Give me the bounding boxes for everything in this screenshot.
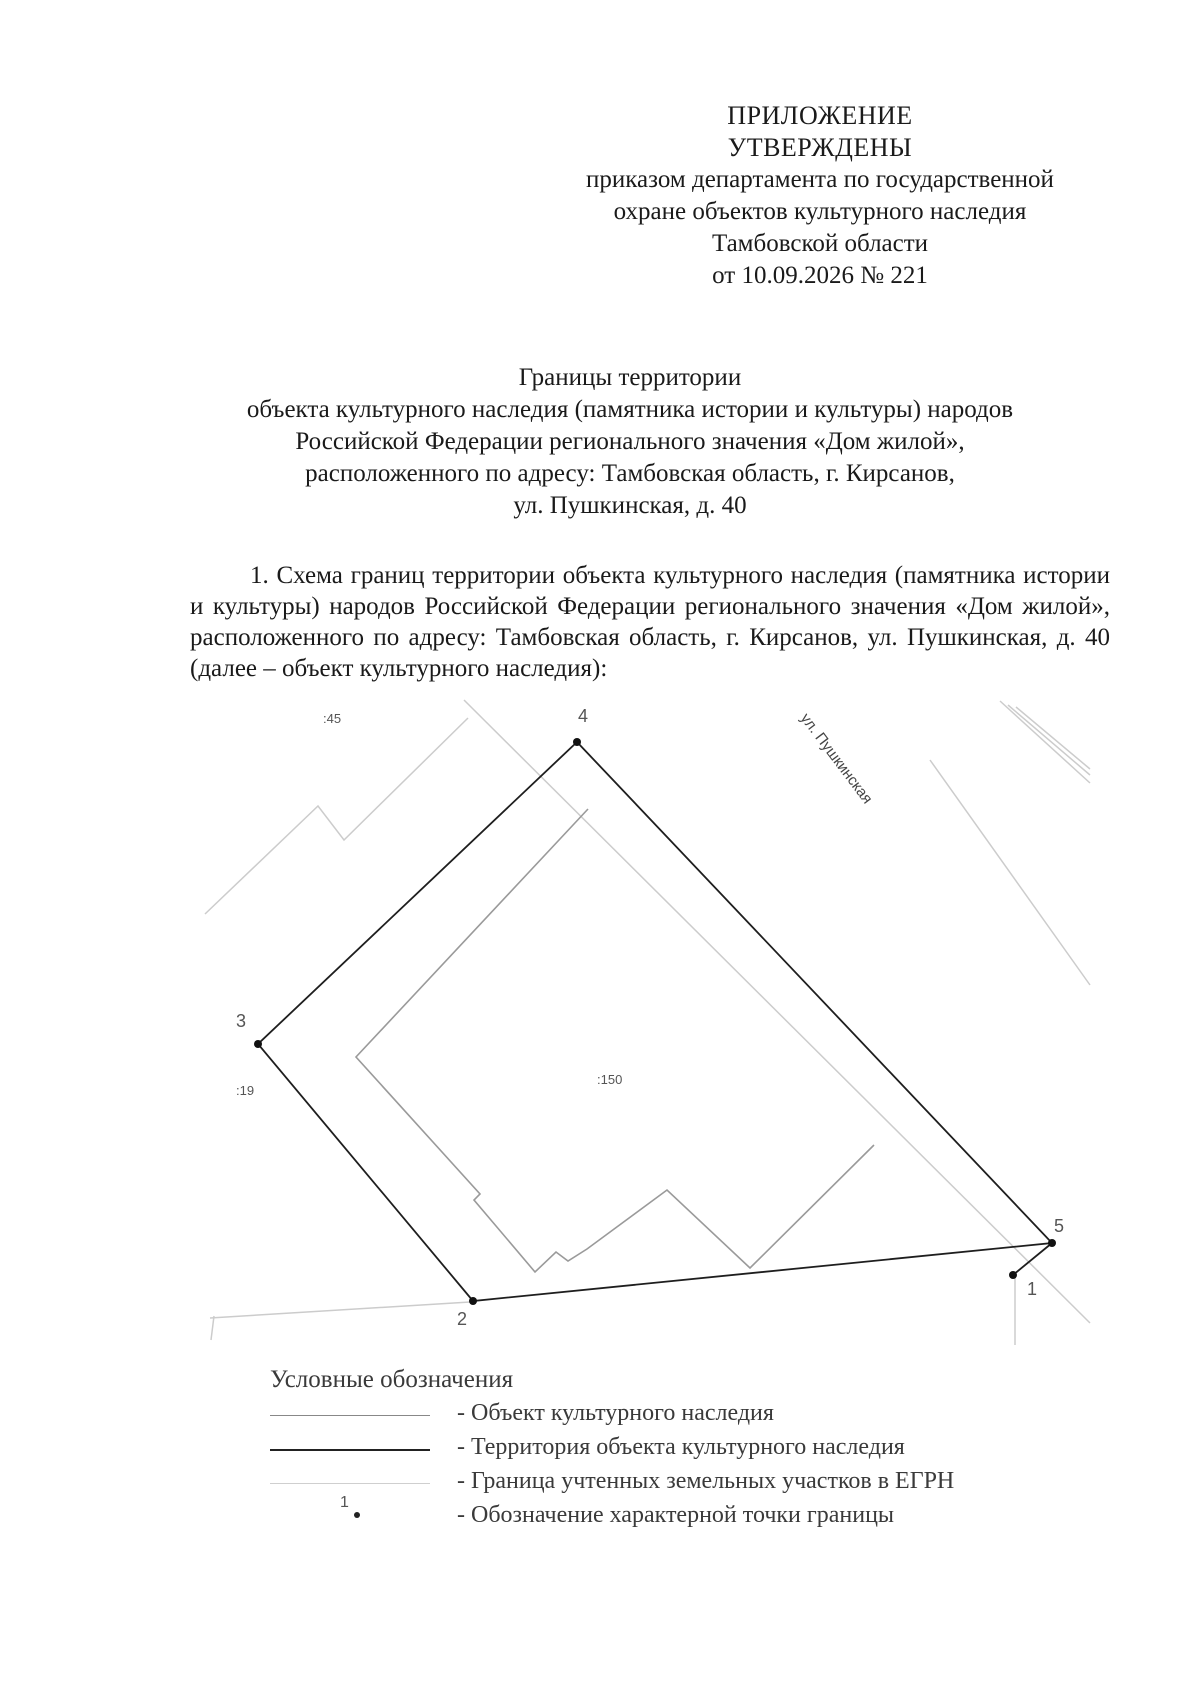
point-5-label: 5: [1054, 1216, 1065, 1236]
approval-line-2: охране объектов культурного наследия: [613, 198, 1027, 225]
legend-text-point: - Обозначение характерной точки границы: [457, 1502, 895, 1528]
street-edge-2: [1008, 705, 1090, 775]
order-number-date: от 10.09.2026 № 221: [712, 262, 928, 289]
point-1-label: 1: [1027, 1279, 1038, 1299]
parcel-label-19: :19: [236, 1083, 255, 1098]
street-name-label: ул. Пушкинская: [796, 710, 876, 808]
point-4-label: 4: [578, 706, 589, 726]
point-1-marker: [1009, 1271, 1017, 1279]
legend-text-egrn: - Граница учтенных земельных участков в ЕГРН: [457, 1468, 955, 1494]
south-boundary-lead: [210, 1302, 470, 1318]
title-line-3: Российской Федерации регионального значения «Дом жилой»,: [295, 428, 965, 455]
title-line-1: Границы территории: [518, 364, 742, 391]
point-3-label: 3: [236, 1011, 247, 1031]
territory-segment-1-5: [1013, 1243, 1052, 1275]
point-3-marker: [254, 1040, 262, 1048]
legend-sample-egrn-line: [270, 1483, 430, 1484]
legend-sample-point-number: 1: [340, 1494, 349, 1511]
approved-label: УТВЕРЖДЕНЫ: [727, 133, 913, 162]
legend-sample-object-line: [270, 1415, 430, 1416]
street-edge-1: [1000, 701, 1090, 783]
legend-item-object: [270, 1400, 1130, 1434]
parcel-boundary-diagonal: [464, 700, 1090, 1323]
street-boundary-line: [930, 760, 1090, 985]
point-dot-icon: [354, 1512, 360, 1518]
title-line-2: объекта культурного наследия (памятника истории и культуры) народов: [246, 396, 1014, 423]
egrn-parcel-boundaries: [205, 700, 1090, 1345]
street-edge-3: [1016, 707, 1090, 769]
legend-text-territory: - Территория объекта культурного наследия: [457, 1434, 905, 1460]
legend-item-territory: [270, 1434, 1130, 1468]
legend-sample-point: [340, 1494, 400, 1528]
parcel-label-45: :45: [323, 711, 342, 726]
legend-text-object: - Объект культурного наследия: [457, 1400, 774, 1426]
approval-line-1: приказом департамента по государственной: [586, 166, 1054, 193]
title-line-5: ул. Пушкинская, д. 40: [513, 492, 747, 519]
point-2-marker: [469, 1297, 477, 1305]
legend-sample-territory-line: [270, 1449, 430, 1451]
legend-item-point: [270, 1494, 1130, 1536]
title-line-4: расположенного по адресу: Тамбовская область, г. Кирсанов,: [305, 460, 955, 487]
annex-label: ПРИЛОЖЕНИЕ: [727, 101, 913, 130]
point-4-marker: [573, 738, 581, 746]
legend-title: Условные обозначения: [270, 1366, 514, 1393]
point-2-label: 2: [457, 1309, 468, 1329]
scheme-paragraph-text: 1. Схема границ территории объекта культурного наследия (памятника истории и культуры) народов Российской Федерации регионального значения «Дом жилой», расположенного по адресу: Тамбовская область, г. Кирсанов, ул. Пушкинская, д. 40 (далее – объект культурного наследия):: [190, 562, 1110, 682]
approval-line-3: Тамбовской области: [711, 230, 929, 257]
point-5-marker: [1048, 1239, 1056, 1247]
legend-item-egrn: [270, 1468, 1130, 1502]
heritage-territory-boundary: [258, 742, 1052, 1301]
west-tick-line: [211, 1316, 214, 1340]
parcel-label-150: :150: [597, 1072, 623, 1087]
map-legend: [270, 1366, 1130, 1536]
parcel-45-boundary: [205, 718, 468, 914]
